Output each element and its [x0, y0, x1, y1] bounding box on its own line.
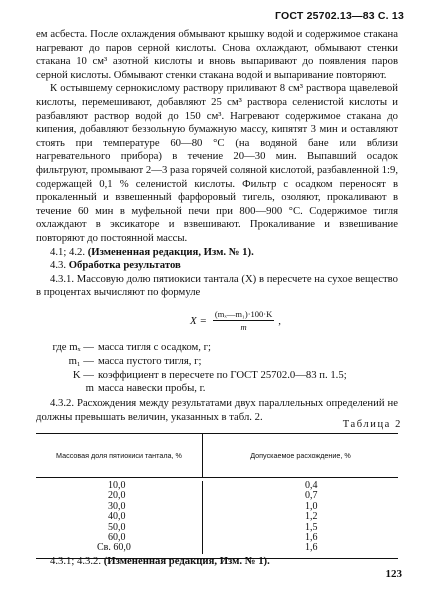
section-number: 4.3. — [50, 259, 67, 272]
page-header: ГОСТ 25702.13—83 С. 13 — [274, 10, 404, 22]
definition-text: коэффициент в пересчете по ГОСТ 25702.0—83 п. 1.5; — [98, 368, 347, 381]
main-text — [36, 28, 398, 300]
formula-fraction — [213, 309, 274, 332]
table-cell: Св. 60,0 — [97, 542, 131, 554]
definition-text: масса навески пробы, г. — [98, 382, 206, 395]
table-body — [36, 478, 398, 558]
paragraph-continued: ем асбеста. После охлаждения обмывают крышку водой и содержимое стакана нагревают до паров серной кислоты. Снова охлаждают, обмывают стенки стакана 10 см³ азотной кислоты и вновь выпаривают до появления паров серной кислоты. Обмывают стенки стакана водой и выпаривание повторяют. — [36, 28, 398, 81]
formula-definitions — [36, 341, 398, 424]
amendment-clause-number: 4.1; 4.2. — [50, 245, 86, 258]
table-cell: 60,0 — [108, 531, 126, 543]
section-heading-4-3 — [36, 259, 398, 273]
amendment-note-4-1 — [36, 246, 398, 260]
table-header-tolerance: Допускаемое расхождение, % — [250, 451, 351, 460]
table-cell: 1,6 — [305, 542, 318, 554]
definition-row — [36, 369, 398, 383]
table-column-mass-fraction — [36, 481, 203, 554]
table-cell: 1,6 — [305, 531, 318, 543]
amendment-line — [36, 555, 398, 569]
table-cell: 10,0 — [108, 480, 126, 491]
table-column-tolerance — [203, 481, 398, 554]
formula-denominator: m — [240, 322, 247, 332]
definition-text: масса тигля с осадком, г; — [98, 341, 211, 353]
table-header-mass-fraction: Массовая доля пятиокиси тантала, % — [36, 434, 203, 477]
formula-tail: , — [278, 314, 282, 327]
definition-symbol: где mₓ — — [52, 341, 94, 353]
definition-symbol: K — — [72, 368, 94, 381]
table-header-row — [36, 434, 398, 478]
table-cell: 1,2 — [305, 511, 318, 523]
amendment-label: (Измененная редакция, Изм. № 1). — [103, 555, 270, 567]
table-cell: 0,7 — [305, 490, 318, 502]
definition-row — [36, 382, 398, 396]
table-cell: 1,0 — [305, 500, 318, 512]
definition-symbol: m₁ — — [68, 354, 94, 367]
paragraph-4-3-1: 4.3.1. Массовую долю пятиокиси тантала (X) в пересчете на сухое вещество в процентах вычисляют по формуле — [36, 272, 398, 299]
section-title: Обработка результатов — [68, 259, 181, 272]
paragraph-4-3-2: 4.3.2. Расхождения между результатами двух параллельных определений не должны превышать величин, указанных в табл. 2. — [36, 397, 398, 423]
table-cell: 1,5 — [305, 521, 318, 533]
table-cell: 40,0 — [108, 511, 126, 523]
definition-symbol: m — [85, 382, 94, 395]
table-caption: Таблица 2 — [342, 419, 402, 430]
table-cell: 0,4 — [305, 480, 318, 491]
formula-lhs: X = — [190, 314, 207, 327]
definition-row — [36, 341, 398, 355]
formula — [190, 309, 281, 332]
table-cell: 30,0 — [108, 500, 126, 512]
table-cell: 50,0 — [108, 521, 126, 533]
amendment-label: (Измененная редакция, Изм. № 1). — [87, 245, 254, 258]
page-number: 123 — [385, 568, 402, 580]
formula-numerator: (mₓ—m₁)·100·K — [214, 309, 273, 319]
table-2 — [36, 433, 398, 559]
amendment-note-4-3 — [36, 555, 398, 569]
paragraph-procedure: К остывшему сернокислому раствору приливают 8 см³ раствора щавелевой кислоты, перемешивают, добавляют 25 см³ раствора селенистой кислоты и разбавляют раствор водой до 150 см³. Нагревают содержимое стакана до кипения, добавляют беззольную бумажную массу, кипятят 3 мин и оставляют стоять при температуре 60—80 °С (на водяной бане или вблизи нагревательного прибора) в течение 20—30 мин. Выпавший осадок фильтруют, промывают 2—3 раза горячей соляной кислотой, разбавленной 1:9, содержащей 0,1 % селенистой кислоты. Фильтр с осадком переносят в прокаленный и взвешенный фарфоровый тигель, озоляют, прокаливают в течение 60 мин в муфельной печи при 800—900 °С. Содержимое тигля охлаждают в эксикаторе и взвешивают. Прокаливание и взвешивание повторяют до постоянной массы. — [36, 82, 398, 244]
table-cell: 20,0 — [108, 490, 126, 502]
definition-row — [36, 355, 398, 369]
definition-text: масса пустого тигля, г; — [98, 354, 202, 367]
amendment-clause-number: 4.3.1; 4.3.2. — [50, 555, 102, 567]
